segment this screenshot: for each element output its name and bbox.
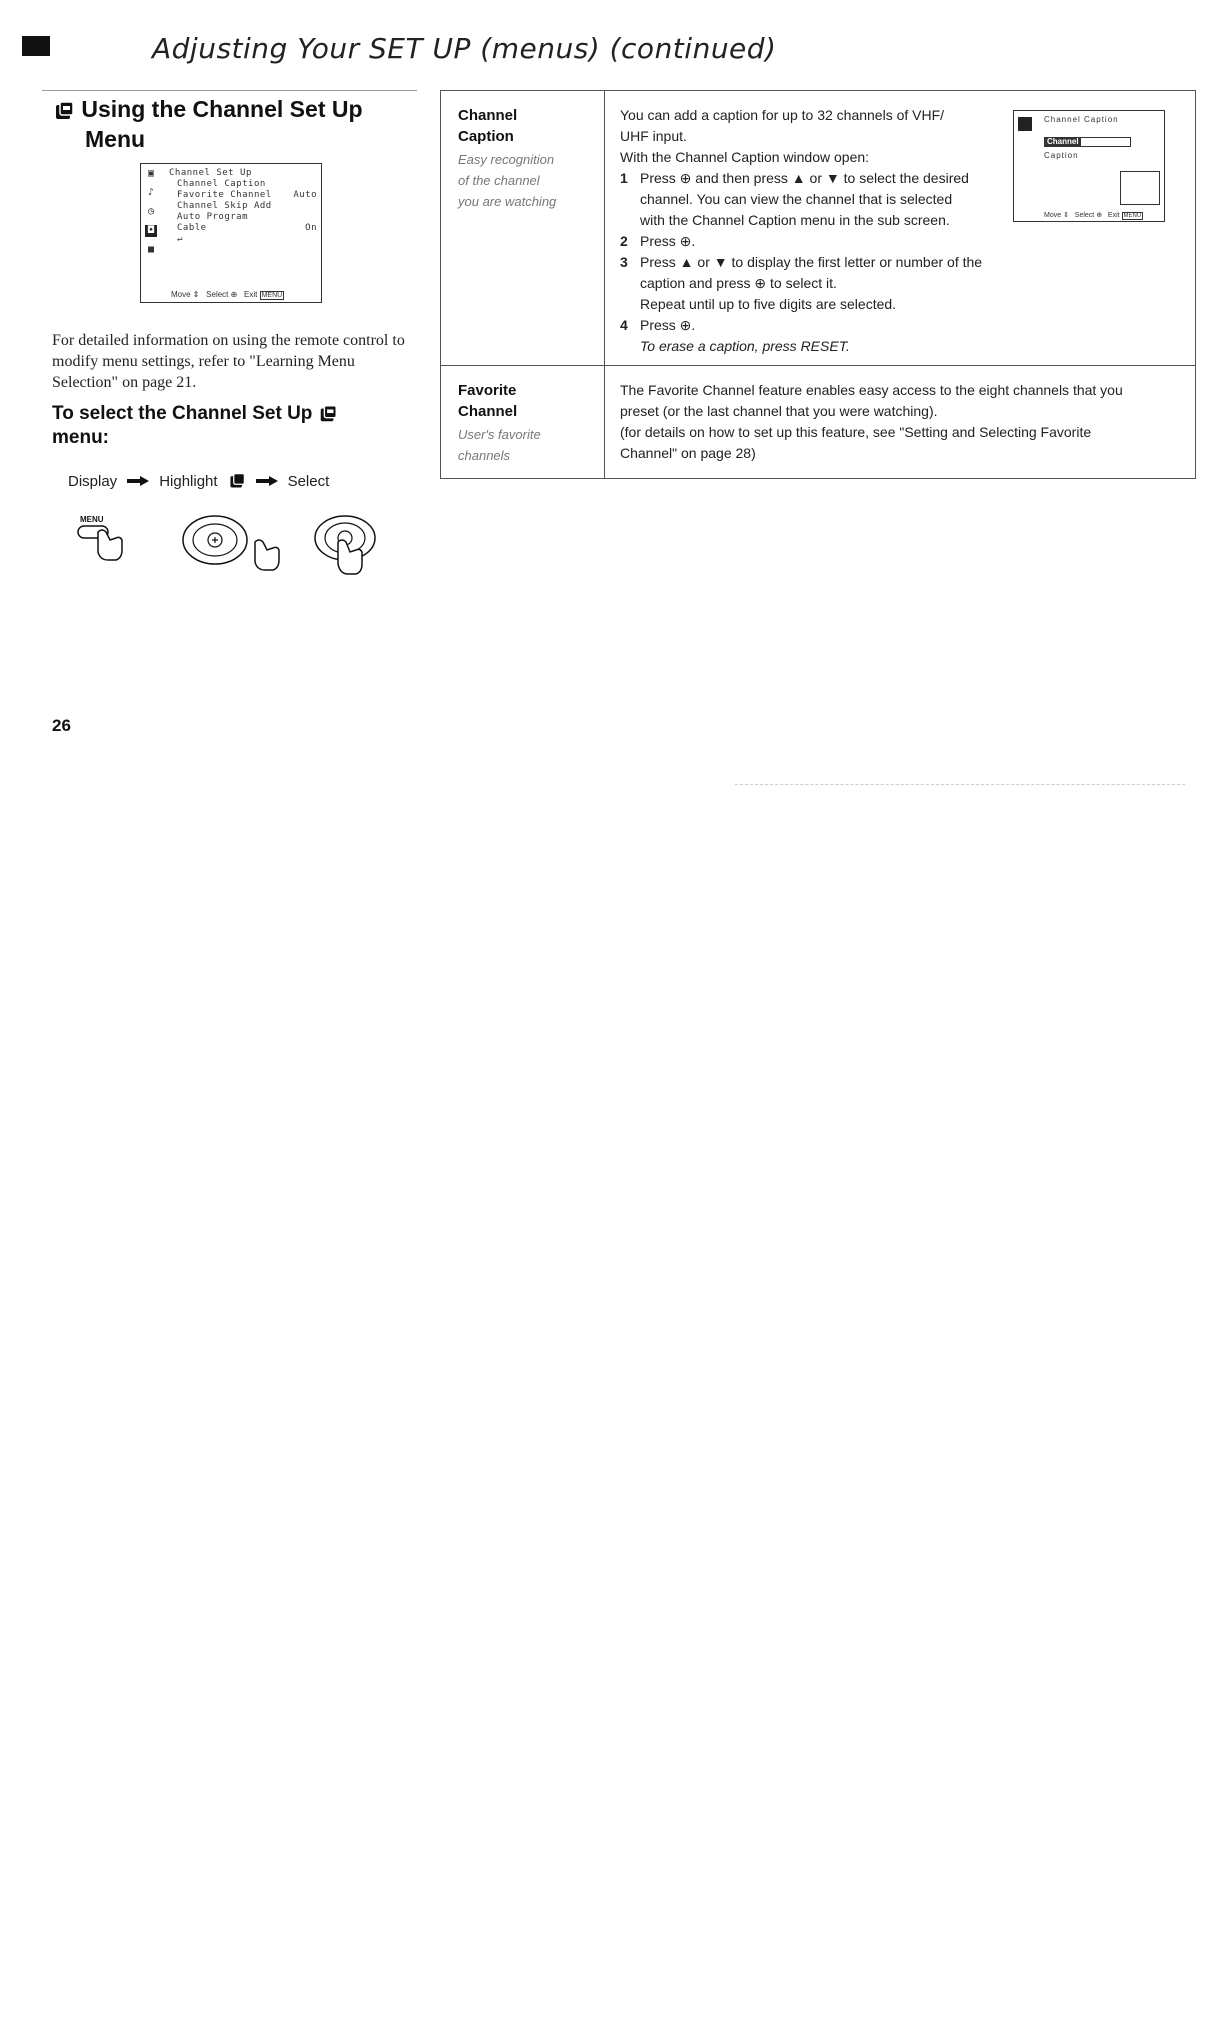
channel-caption-description-cell: You can add a caption for up to 32 channels of VHF/ UHF input. With the Channel Caption window open: 1 Press ⊕ and then press ▲ or ▼ to select the desired channel. You can view the channel that is selected with the Channel Caption menu in the sub screen. 2 Press ⊕. 3 Press ▲ or ▼ to display the first letter or number of the caption and press ⊕ to select it. Repeat until up to five digits are selected. 4 Press ⊕. To erase a caption, press RESET. xyxy=(605,91,1196,366)
caption-screen-caption-label: Caption xyxy=(1044,151,1079,160)
return-icon: ↵ xyxy=(177,234,183,244)
channel-setup-icon xyxy=(318,404,338,424)
osd-menu-title: Channel Set Up xyxy=(169,168,252,178)
osd-item: Favorite Channel Auto xyxy=(177,190,317,200)
remote-control-illustrations xyxy=(70,512,390,582)
joystick-select-icon xyxy=(315,516,375,574)
channel-setup-icon-small: ■ xyxy=(147,244,155,255)
setup-icon: ◘ xyxy=(145,225,157,237)
caption-screen-title: Channel Caption xyxy=(1044,115,1119,124)
channel-caption-label-cell: Channel Caption Easy recognition of the channel you are watching xyxy=(441,91,605,366)
arrow-right-icon xyxy=(127,476,149,486)
caption-sub-screen-window xyxy=(1120,171,1160,205)
osd-footer: Move ⇕ Select ⊕ Exit MENU xyxy=(171,290,283,299)
channel-caption-osd-screen xyxy=(1013,110,1165,222)
channel-setup-icon xyxy=(53,100,75,122)
table-row xyxy=(441,366,1196,479)
setup-icon xyxy=(1018,117,1032,131)
intro-paragraph: For detailed information on using the remote control to modify menu settings, refer to "Learning Menu Selection" on page 21. xyxy=(52,332,405,391)
joystick-highlight-icon xyxy=(183,516,279,570)
step-highlight: Highlight xyxy=(159,472,218,490)
caption-screen-channel-bar: Channel xyxy=(1044,137,1131,147)
osd-icon-column xyxy=(145,168,159,263)
osd-item: Channel Caption xyxy=(177,179,266,189)
favorite-channel-description-cell: The Favorite Channel feature enables easy access to the eight channels that you preset (or the last channel that you were watching). (for details on how to set up this feature, see "Setting and Selecting Favorite Channel" on page 28) xyxy=(605,366,1196,479)
osd-item: Channel Skip Add xyxy=(177,201,272,211)
svg-text:MENU: MENU xyxy=(80,515,104,524)
osd-menu-items xyxy=(169,168,317,245)
menu-button-press-icon xyxy=(78,515,122,560)
caption-screen-footer: Move ⇕ Select ⊕ Exit MENU xyxy=(1044,212,1142,219)
header-marker-block xyxy=(22,36,50,56)
step-select: Select xyxy=(287,472,330,490)
section-rule xyxy=(42,90,417,91)
select-menu-heading: To select the Channel Set Up menu: xyxy=(52,402,412,450)
osd-item: Cable On xyxy=(177,223,317,233)
video-icon: ▣ xyxy=(147,168,155,179)
menu-key-icon: MENU xyxy=(261,292,283,299)
channel-setup-osd-screen xyxy=(140,163,322,303)
audio-icon: ♪ xyxy=(147,187,155,198)
section-title-line2: Menu xyxy=(85,126,146,152)
section-title-line1: Using the Channel Set Up xyxy=(81,96,363,122)
osd-item: Auto Program xyxy=(177,212,249,222)
page-number: 26 xyxy=(52,716,71,735)
page-header-title: Adjusting Your SET UP (menus) (continued) xyxy=(152,32,777,65)
arrow-right-icon xyxy=(256,476,278,486)
section-title xyxy=(53,94,413,154)
menu-key-icon: MENU xyxy=(1123,213,1142,219)
timer-icon: ◷ xyxy=(147,206,155,217)
menu-step-sequence xyxy=(68,472,398,490)
step-display: Display xyxy=(68,472,118,490)
scan-artifact-dotted-line xyxy=(735,784,1185,785)
channel-setup-icon xyxy=(228,472,246,490)
favorite-channel-label-cell: Favorite Channel User's favorite channels xyxy=(441,366,605,479)
